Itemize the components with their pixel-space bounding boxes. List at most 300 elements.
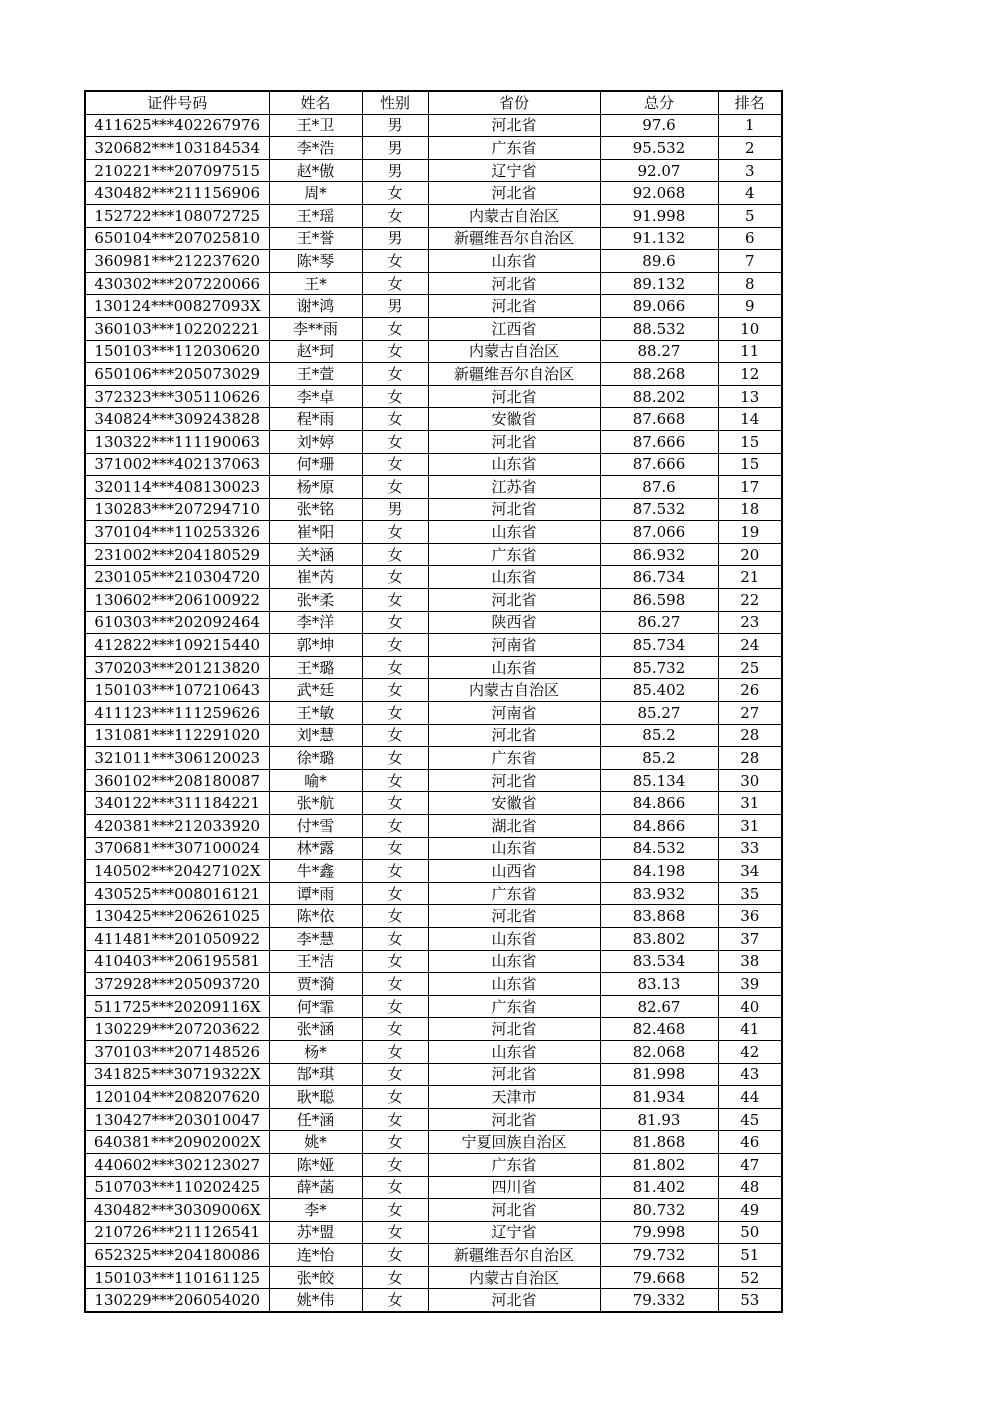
total-score-cell: 86.734 [600,566,718,589]
table-row [85,634,782,657]
name-cell: 王*卫 [269,114,362,137]
table-row [85,521,782,544]
rank-cell: 15 [718,453,782,476]
id-number-cell: 652325***204180086 [85,1244,269,1267]
province-cell: 内蒙古自治区 [428,1266,600,1289]
rank-cell: 8 [718,272,782,295]
gender-cell: 女 [362,1221,428,1244]
total-score-cell: 88.532 [600,317,718,340]
total-score-cell: 79.668 [600,1266,718,1289]
id-number-cell: 360102***208180087 [85,769,269,792]
province-cell: 广东省 [428,543,600,566]
province-cell: 河北省 [428,1108,600,1131]
rank-cell: 47 [718,1153,782,1176]
rank-cell: 51 [718,1244,782,1267]
gender-cell: 女 [362,1199,428,1222]
rank-cell: 48 [718,1176,782,1199]
table-row [85,1289,782,1312]
rank-cell: 3 [718,159,782,182]
rank-cell: 17 [718,476,782,499]
name-cell: 付*雪 [269,815,362,838]
id-number-cell: 440602***302123027 [85,1153,269,1176]
table-row [85,837,782,860]
gender-cell: 女 [362,611,428,634]
name-cell: 周* [269,182,362,205]
rank-cell: 31 [718,815,782,838]
rank-cell: 7 [718,250,782,273]
gender-cell: 女 [362,769,428,792]
total-score-cell: 89.6 [600,250,718,273]
table-row [85,204,782,227]
name-cell: 林*露 [269,837,362,860]
table-row [85,250,782,273]
total-score-cell: 85.402 [600,679,718,702]
province-cell: 河北省 [428,1063,600,1086]
name-cell: 王*瑶 [269,204,362,227]
gender-cell: 女 [362,1108,428,1131]
table-row [85,385,782,408]
name-cell: 姚* [269,1131,362,1154]
province-cell: 河南省 [428,634,600,657]
rank-cell: 10 [718,317,782,340]
id-number-cell: 650106***205073029 [85,363,269,386]
name-cell: 关*涵 [269,543,362,566]
rank-cell: 41 [718,1018,782,1041]
gender-cell: 女 [362,905,428,928]
name-cell: 张*航 [269,792,362,815]
name-cell: 连*怡 [269,1244,362,1267]
id-number-cell: 430302***207220066 [85,272,269,295]
total-score-cell: 83.802 [600,927,718,950]
name-cell: 杨* [269,1040,362,1063]
gender-cell: 女 [362,927,428,950]
table-row [85,1063,782,1086]
id-number-cell: 372323***305110626 [85,385,269,408]
table-row [85,702,782,725]
ranking-table [84,90,783,1313]
province-cell: 广东省 [428,137,600,160]
gender-cell: 男 [362,295,428,318]
rank-cell: 38 [718,950,782,973]
gender-cell: 女 [362,204,428,227]
name-cell: 崔*阳 [269,521,362,544]
gender-cell: 女 [362,1289,428,1312]
gender-cell: 女 [362,340,428,363]
name-cell: 陈*琴 [269,250,362,273]
total-score-cell: 84.866 [600,792,718,815]
rank-cell: 26 [718,679,782,702]
id-number-cell: 640381***20902002X [85,1131,269,1154]
total-score-cell: 83.868 [600,905,718,928]
id-number-cell: 370103***207148526 [85,1040,269,1063]
total-score-cell: 92.068 [600,182,718,205]
id-number-cell: 341825***30719322X [85,1063,269,1086]
gender-cell: 女 [362,1086,428,1109]
rank-cell: 4 [718,182,782,205]
table-row [85,589,782,612]
gender-cell: 女 [362,1176,428,1199]
name-cell: 赵*傲 [269,159,362,182]
rank-cell: 39 [718,973,782,996]
gender-cell: 女 [362,521,428,544]
rank-cell: 24 [718,634,782,657]
total-score-cell: 89.132 [600,272,718,295]
province-cell: 宁夏回族自治区 [428,1131,600,1154]
table-row [85,1266,782,1289]
table-row [85,1221,782,1244]
id-number-cell: 411123***111259626 [85,702,269,725]
name-cell: 张*柔 [269,589,362,612]
gender-cell: 女 [362,408,428,431]
name-cell: 喻* [269,769,362,792]
rank-cell: 5 [718,204,782,227]
name-cell: 杨*原 [269,476,362,499]
id-number-cell: 430482***211156906 [85,182,269,205]
name-cell: 李**雨 [269,317,362,340]
table-row [85,973,782,996]
gender-cell: 女 [362,250,428,273]
gender-cell: 女 [362,1131,428,1154]
id-number-cell: 411481***201050922 [85,927,269,950]
gender-cell: 男 [362,498,428,521]
rank-cell: 21 [718,566,782,589]
table-row [85,611,782,634]
name-cell: 谢*鸿 [269,295,362,318]
total-score-cell: 85.2 [600,724,718,747]
total-score-cell: 91.132 [600,227,718,250]
name-cell: 郜*琪 [269,1063,362,1086]
table-row [85,769,782,792]
name-cell: 苏*盟 [269,1221,362,1244]
province-cell: 河北省 [428,295,600,318]
id-number-cell: 130124***00827093X [85,295,269,318]
name-cell: 张*铭 [269,498,362,521]
total-score-cell: 82.67 [600,995,718,1018]
table-row [85,679,782,702]
table-row [85,1176,782,1199]
gender-cell: 女 [362,837,428,860]
total-score-cell: 87.532 [600,498,718,521]
table-row [85,792,782,815]
name-cell: 郭*坤 [269,634,362,657]
id-number-cell: 150103***110161125 [85,1266,269,1289]
id-number-cell: 230105***210304720 [85,566,269,589]
rank-cell: 37 [718,927,782,950]
total-score-cell: 86.598 [600,589,718,612]
table-row [85,114,782,137]
total-score-cell: 83.534 [600,950,718,973]
id-number-cell: 510703***110202425 [85,1176,269,1199]
id-number-cell: 430482***30309006X [85,1199,269,1222]
id-number-cell: 370681***307100024 [85,837,269,860]
total-score-cell: 87.6 [600,476,718,499]
rank-cell: 1 [718,114,782,137]
table-row [85,227,782,250]
total-score-cell: 87.666 [600,453,718,476]
gender-cell: 女 [362,950,428,973]
province-cell: 湖北省 [428,815,600,838]
province-cell: 河北省 [428,182,600,205]
id-number-cell: 131081***112291020 [85,724,269,747]
province-cell: 山东省 [428,973,600,996]
gender-cell: 女 [362,1153,428,1176]
total-score-cell: 81.998 [600,1063,718,1086]
rank-cell: 2 [718,137,782,160]
table-row [85,363,782,386]
table-row [85,1108,782,1131]
rank-cell: 42 [718,1040,782,1063]
total-score-cell: 92.07 [600,159,718,182]
name-cell: 何*珊 [269,453,362,476]
table-row [85,950,782,973]
total-score-cell: 83.932 [600,882,718,905]
total-score-cell: 83.13 [600,973,718,996]
province-cell: 山东省 [428,453,600,476]
rank-cell: 53 [718,1289,782,1312]
rank-cell: 27 [718,702,782,725]
table-row [85,295,782,318]
province-cell: 山西省 [428,860,600,883]
gender-cell: 女 [362,385,428,408]
rank-cell: 34 [718,860,782,883]
name-cell: 薛*菡 [269,1176,362,1199]
name-cell: 王*誉 [269,227,362,250]
gender-cell: 女 [362,995,428,1018]
total-score-cell: 85.734 [600,634,718,657]
id-number-cell: 420381***212033920 [85,815,269,838]
rank-cell: 14 [718,408,782,431]
province-cell: 内蒙古自治区 [428,679,600,702]
name-cell: 刘*婷 [269,430,362,453]
province-cell: 新疆维吾尔自治区 [428,227,600,250]
gender-cell: 男 [362,159,428,182]
gender-cell: 女 [362,453,428,476]
gender-cell: 男 [362,137,428,160]
rank-cell: 23 [718,611,782,634]
id-number-cell: 360103***102202221 [85,317,269,340]
id-number-cell: 340824***309243828 [85,408,269,431]
gender-cell: 女 [362,747,428,770]
total-score-cell: 97.6 [600,114,718,137]
province-cell: 江苏省 [428,476,600,499]
total-score-cell: 84.866 [600,815,718,838]
table-row [85,1244,782,1267]
name-cell: 李*浩 [269,137,362,160]
table-row [85,340,782,363]
header-row [85,91,782,114]
gender-cell: 女 [362,1040,428,1063]
name-cell: 王*洁 [269,950,362,973]
province-cell: 山东省 [428,950,600,973]
rank-cell: 6 [718,227,782,250]
name-cell: 陈*依 [269,905,362,928]
rank-cell: 12 [718,363,782,386]
total-score-cell: 79.998 [600,1221,718,1244]
total-score-cell: 82.068 [600,1040,718,1063]
name-cell: 刘*慧 [269,724,362,747]
id-number-cell: 140502***20427102X [85,860,269,883]
total-score-cell: 81.934 [600,1086,718,1109]
province-cell: 安徽省 [428,408,600,431]
name-cell: 耿*聪 [269,1086,362,1109]
table-row [85,566,782,589]
rank-cell: 25 [718,656,782,679]
gender-cell: 女 [362,656,428,679]
province-cell: 山东省 [428,521,600,544]
gender-cell: 女 [362,882,428,905]
province-cell: 四川省 [428,1176,600,1199]
name-cell: 李*慧 [269,927,362,950]
rank-cell: 33 [718,837,782,860]
table-row [85,815,782,838]
gender-cell: 女 [362,860,428,883]
name-cell: 贾*漪 [269,973,362,996]
table-row [85,995,782,1018]
total-score-cell: 82.468 [600,1018,718,1041]
id-number-cell: 411625***402267976 [85,114,269,137]
rank-cell: 9 [718,295,782,318]
total-score-cell: 86.27 [600,611,718,634]
id-number-cell: 360981***212237620 [85,250,269,273]
province-cell: 山东省 [428,1040,600,1063]
header-province: 省份 [428,91,600,114]
table-row [85,543,782,566]
id-number-cell: 430525***008016121 [85,882,269,905]
rank-cell: 50 [718,1221,782,1244]
name-cell: 王*敏 [269,702,362,725]
rank-cell: 31 [718,792,782,815]
rank-cell: 15 [718,430,782,453]
province-cell: 江西省 [428,317,600,340]
gender-cell: 女 [362,589,428,612]
table-row [85,1086,782,1109]
rank-cell: 40 [718,995,782,1018]
gender-cell: 女 [362,543,428,566]
total-score-cell: 85.27 [600,702,718,725]
rank-cell: 36 [718,905,782,928]
name-cell: 崔*芮 [269,566,362,589]
table-row [85,498,782,521]
rank-cell: 49 [718,1199,782,1222]
table-row [85,1040,782,1063]
total-score-cell: 95.532 [600,137,718,160]
province-cell: 河北省 [428,272,600,295]
name-cell: 陈*娅 [269,1153,362,1176]
total-score-cell: 85.2 [600,747,718,770]
table-row [85,724,782,747]
header-rank: 排名 [718,91,782,114]
name-cell: 张*皎 [269,1266,362,1289]
id-number-cell: 320114***408130023 [85,476,269,499]
province-cell: 内蒙古自治区 [428,340,600,363]
province-cell: 辽宁省 [428,159,600,182]
province-cell: 广东省 [428,747,600,770]
name-cell: 程*雨 [269,408,362,431]
table-row [85,408,782,431]
id-number-cell: 130427***203010047 [85,1108,269,1131]
rank-cell: 35 [718,882,782,905]
table-row [85,1018,782,1041]
total-score-cell: 84.532 [600,837,718,860]
id-number-cell: 130229***207203622 [85,1018,269,1041]
gender-cell: 女 [362,182,428,205]
total-score-cell: 81.402 [600,1176,718,1199]
id-number-cell: 371002***402137063 [85,453,269,476]
id-number-cell: 320682***103184534 [85,137,269,160]
gender-cell: 女 [362,973,428,996]
total-score-cell: 79.732 [600,1244,718,1267]
rank-cell: 30 [718,769,782,792]
name-cell: 姚*伟 [269,1289,362,1312]
id-number-cell: 130602***206100922 [85,589,269,612]
id-number-cell: 511725***20209116X [85,995,269,1018]
table-body [85,114,782,1312]
name-cell: 何*霏 [269,995,362,1018]
province-cell: 河北省 [428,1199,600,1222]
province-cell: 山东省 [428,566,600,589]
table-row [85,182,782,205]
total-score-cell: 84.198 [600,860,718,883]
table-row [85,927,782,950]
province-cell: 河北省 [428,385,600,408]
rank-cell: 44 [718,1086,782,1109]
gender-cell: 女 [362,792,428,815]
total-score-cell: 86.932 [600,543,718,566]
table-row [85,1131,782,1154]
province-cell: 河北省 [428,430,600,453]
province-cell: 河北省 [428,1018,600,1041]
rank-cell: 45 [718,1108,782,1131]
id-number-cell: 152722***108072725 [85,204,269,227]
table-row [85,905,782,928]
gender-cell: 男 [362,114,428,137]
id-number-cell: 370203***201213820 [85,656,269,679]
province-cell: 山东省 [428,837,600,860]
province-cell: 陕西省 [428,611,600,634]
gender-cell: 女 [362,476,428,499]
name-cell: 谭*雨 [269,882,362,905]
total-score-cell: 85.134 [600,769,718,792]
province-cell: 内蒙古自治区 [428,204,600,227]
id-number-cell: 150103***112030620 [85,340,269,363]
id-number-cell: 130229***206054020 [85,1289,269,1312]
name-cell: 李* [269,1199,362,1222]
name-cell: 任*涵 [269,1108,362,1131]
table-row [85,453,782,476]
id-number-cell: 130425***206261025 [85,905,269,928]
rank-cell: 19 [718,521,782,544]
name-cell: 李*卓 [269,385,362,408]
province-cell: 广东省 [428,995,600,1018]
province-cell: 辽宁省 [428,1221,600,1244]
province-cell: 新疆维吾尔自治区 [428,363,600,386]
province-cell: 山东省 [428,250,600,273]
rank-cell: 11 [718,340,782,363]
gender-cell: 女 [362,1063,428,1086]
total-score-cell: 80.732 [600,1199,718,1222]
table-row [85,1199,782,1222]
gender-cell: 女 [362,1266,428,1289]
table-row [85,860,782,883]
gender-cell: 男 [362,227,428,250]
id-number-cell: 120104***208207620 [85,1086,269,1109]
name-cell: 王* [269,272,362,295]
name-cell: 王*璐 [269,656,362,679]
id-number-cell: 321011***306120023 [85,747,269,770]
name-cell: 赵*珂 [269,340,362,363]
gender-cell: 女 [362,1244,428,1267]
province-cell: 河北省 [428,905,600,928]
